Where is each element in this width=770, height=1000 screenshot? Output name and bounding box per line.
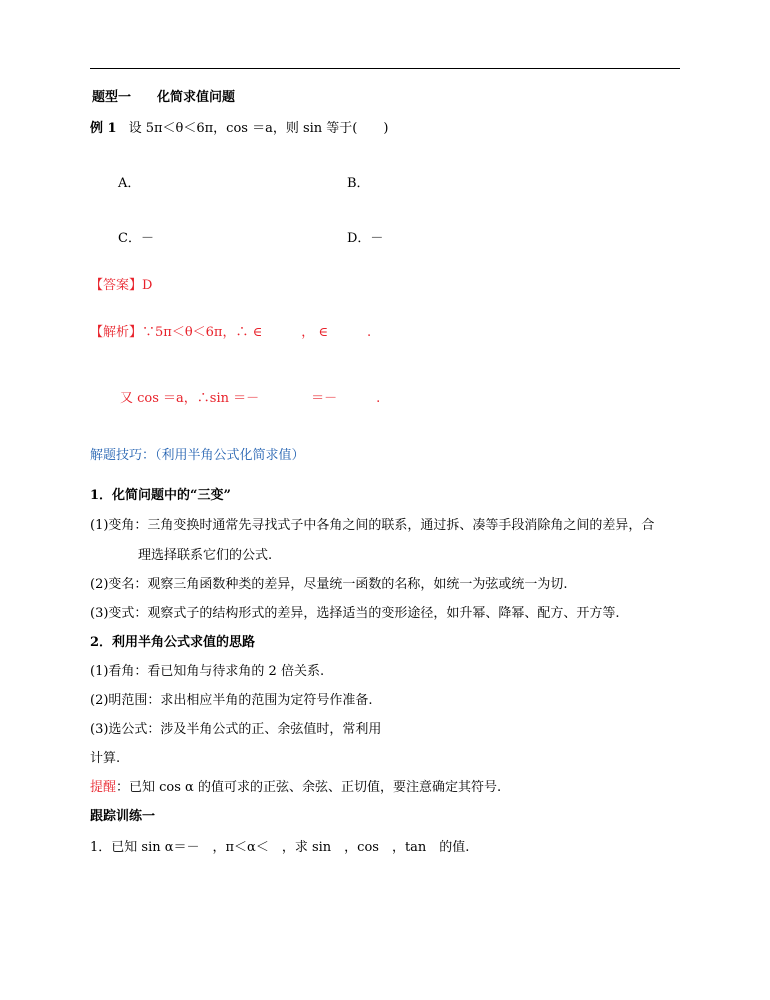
reminder-text: ：已知 cos α 的值可求的正弦、余弦、正切值，要注意确定其符号. [116,780,502,795]
point-1-item-1-cont: 理选择联系它们的公式. [138,548,273,563]
example-label: 例 1 [90,121,117,136]
practice-problem-1: 1．已知 sin α＝－ ，π＜α＜ ，求 sin ，cos ，tan 的值. [90,840,470,855]
section-subtitle: 化简求值问题 [157,90,236,105]
option-b: B． [347,176,370,191]
analysis-text-1: ∵5π＜θ＜6π，∴ ∈ ， ∈ . [142,325,372,340]
analysis-label: 【解析】 [90,325,143,340]
point-1-item-1: (1)变角：三角变换时通常先寻找式子中各角之间的联系，通过拆、凑等手段消除角之间的差异，合 [90,518,655,533]
option-a: A． [118,176,141,191]
point-2-heading: 2．利用半角公式求值的思路 [90,635,256,650]
point-2-item-1: (1)看角：看已知角与待求角的 2 倍关系. [90,664,325,679]
point-1-item-3: (3)变式：观察式子的结构形式的差异，选择适当的变形途径，如升幂、降幂、配方、开方等. [90,606,620,621]
point-1-heading: 1．化简问题中的“三变” [90,488,232,503]
example-stem: 设 5π＜θ＜6π，cos ＝a，则 sin 等于( ) [128,121,389,136]
point-2-item-3-cont: 计算. [90,751,121,766]
option-c: C．－ [118,231,154,246]
section-title: 题型一 [92,90,132,105]
answer-line [90,278,152,294]
answer-label: 【答案】 [90,278,143,293]
practice-heading: 跟踪训练一 [90,809,156,824]
section-heading [92,90,235,106]
reminder-label: 提醒 [90,780,117,795]
example-1 [90,121,388,137]
header-rule [90,68,680,69]
point-1-item-2: (2)变名：观察三角函数种类的差异，尽量统一函数的名称，如统一为弦或统一为切. [90,577,568,592]
tips-heading: 解题技巧：（利用半角公式化简求值） [90,448,305,463]
point-2-item-3: (3)选公式：涉及半角公式的正、余弦值时，常利用 [90,722,382,737]
analysis-line-1 [90,325,371,341]
answer-value: D [142,278,153,293]
option-d: D．－ [347,231,384,246]
analysis-line-2: 又 cos ＝a，∴sin ＝－ ＝－ . [120,391,381,406]
reminder-line [90,780,501,796]
point-2-item-2: (2)明范围：求出相应半角的范围为定符号作准备. [90,693,373,708]
